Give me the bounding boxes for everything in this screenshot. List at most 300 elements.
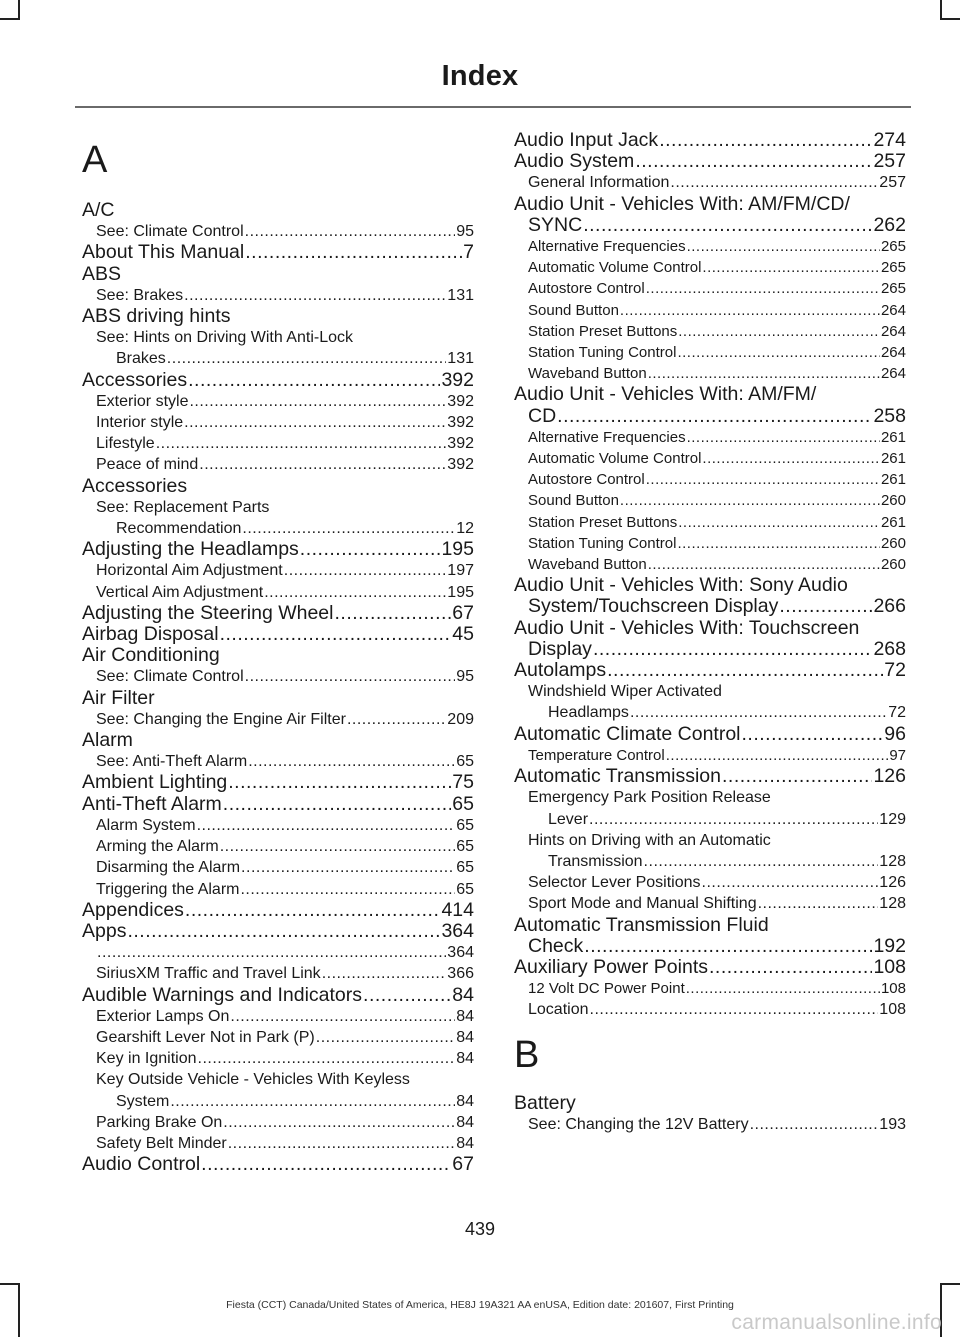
dot-leader [189,391,446,412]
index-entry-list [514,130,906,1021]
index-subentry [82,454,474,475]
entry-row [528,702,906,723]
entry-row [514,766,906,787]
entry-page-number: 261 [880,450,906,468]
index-subentry [82,1027,474,1048]
entry-page-number: 131 [447,350,474,368]
entry-page-number: 260 [880,534,906,552]
page-number: 439 [464,1219,496,1239]
entry-row [82,772,474,793]
entry-text: Autostore Control [528,471,645,489]
dot-leader [127,921,440,942]
index-subentry [514,490,906,511]
index-heading [82,1154,474,1175]
entry-text: See: Anti-Theft Alarm [96,753,248,771]
entry-page-number: 195 [441,538,474,561]
entry-row [96,1048,474,1069]
dot-leader [284,560,447,581]
entry-text: See: Brakes [96,286,184,304]
dot-leader [245,221,456,242]
dot-leader [223,794,452,815]
entry-page-number: 414 [441,898,474,921]
entry-page-number: 392 [447,456,474,474]
dot-leader [248,751,455,772]
entry-row [528,236,906,257]
dot-leader [607,660,883,681]
entry-page-number: 7 [463,241,474,264]
entry-row [96,666,474,687]
index-heading [82,370,474,391]
entry-row [528,490,906,511]
entry-text: Appendices [82,898,184,921]
entry-text: Triggering the Alarm [96,880,240,898]
entry-text: Ambient Lighting [82,771,228,794]
index-subentry [82,391,474,412]
dot-leader [758,893,879,914]
entry-page-number: 209 [447,710,474,728]
index-subentry [514,300,906,321]
entry-row [82,370,474,391]
index-heading [82,264,474,285]
entry-page-number: 262 [873,213,906,236]
entry-page-number: 126 [873,765,906,788]
entry-row [514,936,906,957]
index-subentry [82,560,474,581]
dot-leader [156,433,447,454]
entry-row [514,596,906,617]
entry-row [96,412,474,433]
index-entry-list [82,200,474,1175]
entry-page-number: 392 [447,392,474,410]
entry-page-number: 274 [873,129,906,151]
entry-page-number: 97 [889,746,906,764]
dot-leader [583,215,872,236]
dot-leader [334,603,451,624]
entry-row [82,645,474,666]
entry-text: Audible Warnings and Indicators [82,983,363,1006]
index-heading [514,575,906,617]
entry-row [96,221,474,242]
entry-page-number: 108 [873,955,906,978]
entry-row [528,448,906,469]
dot-leader [223,1112,455,1133]
index-subentry [514,469,906,490]
entry-page-number: 65 [456,753,474,771]
entry-page-number: 264 [880,301,906,319]
entry-page-number: 192 [873,934,906,957]
entry-page-number: 95 [456,223,474,241]
entry-row [528,1114,906,1135]
entry-text: Audio Unit - Vehicles With: AM/FM/ [514,383,817,406]
index-subentry [82,879,474,900]
index-subentry [82,285,474,306]
index-subentry [514,872,906,893]
entry-page-number: 258 [873,404,906,427]
dot-leader [184,412,446,433]
dot-leader [97,942,446,963]
entry-text: Air Filter [82,686,155,709]
entry-page-number: 108 [880,980,906,998]
entry-row [528,342,906,363]
index-subentry [82,221,474,242]
index-heading [82,985,474,1006]
entry-page-number: 84 [456,1134,474,1152]
dot-leader [593,639,873,660]
crop-mark [940,0,942,20]
entry-text: See: Climate Control [96,668,244,686]
entry-page-number: 257 [879,174,906,192]
index-subentry [514,533,906,554]
footer-text: Fiesta (CCT) Canada/United States of America, HE8J 19A321 AA enUSA, Edition date: 201607, First Printing [226,1299,734,1311]
entry-text: Accessories [82,474,188,497]
index-subentry [514,342,906,363]
entry-row [96,582,474,603]
index-heading [82,688,474,709]
dot-leader [620,300,880,321]
index-subentry [514,745,906,766]
entry-text: Automatic Climate Control [514,722,741,745]
entry-text: Audio Unit - Vehicles With: Touchscreen [514,616,860,639]
entry-row [96,560,474,581]
dot-leader [722,766,872,787]
dot-leader [687,427,880,448]
dot-leader [363,985,451,1006]
dot-leader [620,490,880,511]
entry-text: Audio Input Jack [514,129,659,151]
entry-text: Automatic Volume Control [528,450,702,468]
dot-leader [557,406,872,427]
entry-text: See: Hints on Driving With Anti-Lock [96,329,353,347]
entry-page-number: 45 [452,623,474,646]
entry-text: Airbag Disposal [82,623,219,646]
entry-text: Automatic Transmission Fluid [514,913,769,936]
dot-leader [589,809,878,830]
dot-leader [197,815,456,836]
index-subentry [514,257,906,278]
index-heading [514,194,906,236]
entry-text: Apps [82,919,127,942]
entry-row [528,300,906,321]
dot-leader [648,554,880,575]
dot-leader [702,872,879,893]
entry-text: Brakes [116,350,166,368]
entry-text: Check [528,934,584,957]
entry-row [528,809,906,830]
header-rule [75,106,911,108]
entry-page-number: 197 [447,562,474,580]
index-subentry [514,830,906,872]
index-heading [82,476,474,497]
index-heading [82,794,474,815]
index-heading [514,766,906,787]
entry-row [528,851,906,872]
dot-leader [184,285,446,306]
entry-row [528,512,906,533]
entry-text: ABS driving hints [82,305,231,328]
index-subentry [514,427,906,448]
entry-row [528,257,906,278]
dot-leader [666,745,889,766]
entry-text: Anti-Theft Alarm [82,792,222,815]
index-subentry [82,751,474,772]
entry-text: Parking Brake On [96,1113,223,1131]
dot-leader [322,963,447,984]
entry-text: System/Touchscreen Display [528,595,779,618]
entry-page-number: 96 [884,722,906,745]
dot-leader [228,772,451,793]
index-subentry [514,363,906,384]
entry-page-number: 392 [447,414,474,432]
index-heading [82,921,474,942]
entry-page-number: 193 [879,1115,906,1133]
index-heading [82,603,474,624]
crop-mark [0,1283,20,1285]
index-subentry [82,1069,474,1111]
entry-page-number: 84 [456,1113,474,1131]
entry-row [82,985,474,1006]
entry-text: Audio System [514,150,635,173]
index-heading [514,957,906,978]
entry-row [528,427,906,448]
entry-text: Location [528,1001,589,1019]
entry-page-number: 257 [873,150,906,173]
crop-mark [0,18,20,20]
entry-text: Exterior style [96,392,189,410]
index-subentry [82,942,474,963]
entry-page-number: 65 [452,792,474,815]
dot-leader [742,724,884,745]
entry-page-number: 265 [880,259,906,277]
entry-text: Auxiliary Power Points [514,955,708,978]
entry-text: Audio Control [82,1153,201,1176]
entry-row [528,999,906,1020]
entry-text: Lever [548,810,589,828]
dot-leader [750,1114,879,1135]
dot-leader [648,363,880,384]
entry-row [514,724,906,745]
entry-text: Autostore Control [528,280,645,298]
entry-row [82,200,474,221]
entry-row [514,957,906,978]
entry-page-number: 264 [880,344,906,362]
entry-row [82,624,474,645]
index-subentry [82,1133,474,1154]
dot-leader [687,236,880,257]
entry-page-number: 128 [879,852,906,870]
entry-text: Automatic Transmission [514,765,721,788]
index-subentry [82,815,474,836]
entry-text: Vertical Aim Adjustment [96,583,264,601]
index-subentry [514,448,906,469]
entry-row [96,518,474,539]
dot-leader [677,533,880,554]
index-subentry [514,236,906,257]
index-subentry [514,1114,906,1135]
entry-row [514,151,906,172]
entry-text: Waveband Button [528,556,647,574]
entry-page-number: 126 [879,874,906,892]
dot-leader [347,709,446,730]
entry-page-number: 75 [452,771,474,794]
index-subentry [514,978,906,999]
entry-text: Selector Lever Positions [528,874,701,892]
entry-text: Automatic Volume Control [528,259,702,277]
entry-text: See: Climate Control [96,223,244,241]
entry-text: Windshield Wiper Activated [528,683,722,701]
dot-leader [242,518,455,539]
index-heading [514,618,906,660]
dot-leader [670,172,878,193]
index-subentry [514,787,906,829]
entry-page-number: 72 [888,704,906,722]
entry-row [514,660,906,681]
dot-leader [644,851,879,872]
entry-row [82,794,474,815]
entry-page-number: 84 [456,1092,474,1110]
entry-text: SYNC [528,213,583,236]
dot-leader [590,999,879,1020]
entry-text: Arming the Alarm [96,838,219,856]
entry-row [96,857,474,878]
entry-text: Autolamps [514,659,607,682]
index-heading [82,539,474,560]
entry-text: Alternative Frequencies [528,428,686,446]
entry-row [528,745,906,766]
index-heading [82,900,474,921]
dot-leader [241,857,455,878]
dot-leader [678,321,880,342]
entry-text: Sound Button [528,301,619,319]
dot-leader [686,978,880,999]
entry-page-number: 392 [441,368,474,391]
dot-leader [228,1133,455,1154]
entry-row [82,264,474,285]
index-heading [514,660,906,681]
entry-text: SiriusXM Traffic and Travel Link [96,965,321,983]
index-heading [514,724,906,745]
dot-leader [240,879,455,900]
entry-row [528,872,906,893]
entry-row [96,348,474,369]
entry-text: About This Manual [82,241,245,264]
entry-text: Accessories [82,368,188,391]
dot-leader [659,130,872,151]
entry-row [96,963,474,984]
index-heading [514,130,906,151]
index-heading [82,645,474,666]
entry-text: System [116,1092,170,1110]
entry-row [514,639,906,660]
entry-text: Station Preset Buttons [528,513,678,531]
entry-text: Transmission [548,852,643,870]
entry-text: Audio Unit - Vehicles With: AM/FM/CD/ [514,192,850,215]
entry-text: Peace of mind [96,456,199,474]
dot-leader [264,582,446,603]
entry-page-number: 260 [880,556,906,574]
entry-text: Lifestyle [96,435,155,453]
dot-leader [677,342,880,363]
entry-page-number: 84 [456,1007,474,1025]
dot-leader [646,278,880,299]
index-subentry [82,857,474,878]
entry-row [96,879,474,900]
entry-row [96,942,474,963]
entry-text: See: Replacement Parts [96,498,270,516]
index-heading [514,915,906,957]
entry-row [514,130,906,151]
entry-row [82,539,474,560]
index-column-left [82,130,474,1175]
dot-leader [316,1027,455,1048]
dot-leader [170,1091,455,1112]
index-subentry [82,666,474,687]
entry-text: Sport Mode and Manual Shifting [528,895,757,913]
entry-page-number: 65 [456,880,474,898]
entry-text: Station Tuning Control [528,534,677,552]
entry-row [96,391,474,412]
entry-row [96,815,474,836]
entry-text: Adjusting the Steering Wheel [82,601,334,624]
dot-leader [201,1154,451,1175]
entry-row [82,730,474,751]
entry-text: See: Changing the Engine Air Filter [96,710,346,728]
entry-text: Safety Belt Minder [96,1134,227,1152]
entry-page-number: 12 [456,520,474,538]
index-subentry [514,278,906,299]
entry-page-number: 128 [879,895,906,913]
entry-page-number: 265 [880,280,906,298]
entry-row [528,469,906,490]
entry-row [514,1093,906,1114]
dot-leader [245,666,456,687]
entry-row [96,751,474,772]
dot-leader [635,151,872,172]
entry-text: Disarming the Alarm [96,859,241,877]
entry-text: Sound Button [528,492,619,510]
dot-leader [779,596,872,617]
index-heading [514,1093,906,1114]
index-subentry [82,836,474,857]
entry-page-number: 264 [880,365,906,383]
entry-row [82,1154,474,1175]
entry-row [82,603,474,624]
entry-page-number: 261 [880,513,906,531]
dot-leader [709,957,872,978]
index-heading [82,242,474,263]
crop-mark [940,18,960,20]
entry-text: Alarm System [96,816,196,834]
entry-row [96,433,474,454]
entry-page-number: 364 [447,944,474,962]
dot-leader [245,242,462,263]
entry-text: CD [528,404,557,427]
entry-page-number: 67 [452,1153,474,1176]
entry-row [528,172,906,193]
dot-leader [220,624,452,645]
entry-row [96,1133,474,1154]
entry-text: Alternative Frequencies [528,238,686,256]
crop-mark [18,0,20,20]
index-subentry [514,512,906,533]
entry-text: Exterior Lamps On [96,1007,230,1025]
entry-text: Temperature Control [528,746,665,764]
entry-row [528,363,906,384]
entry-text: Station Tuning Control [528,344,677,362]
entry-row [528,893,906,914]
index-heading [82,200,474,221]
entry-page-number: 65 [456,859,474,877]
index-subentry [514,893,906,914]
